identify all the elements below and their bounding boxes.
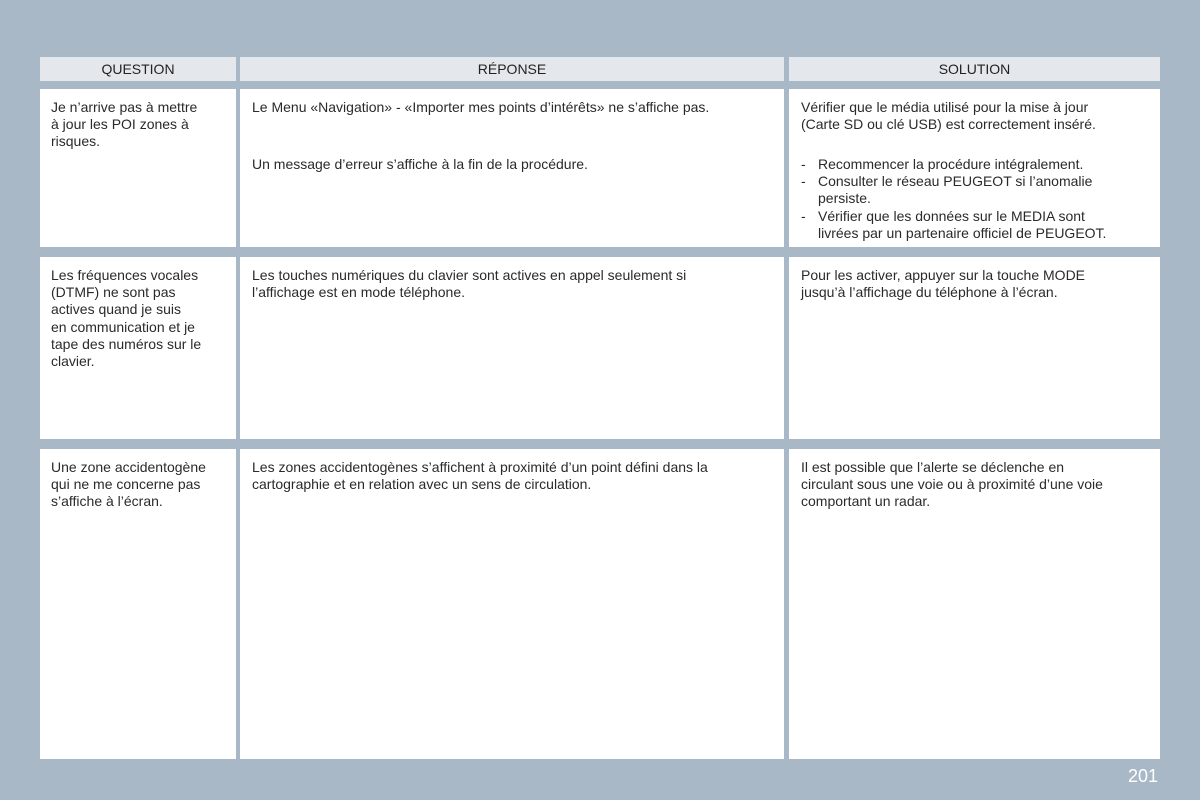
row-3-answer-cell [240, 449, 784, 759]
row-3-question: Une zone accidentogène qui ne me concerne pas s’affiche à l’écran. [51, 459, 206, 510]
row-3-answer-1: Les zones accidentogènes s’affichent à proximité d’un point défini dans la cartographie et en relation avec un sens de circulation. [252, 459, 708, 493]
bullet-text: Recommencer la procédure intégralement. [818, 156, 1084, 172]
row-1-answer-2: Un message d’erreur s’affiche à la fin de la procédure. [252, 156, 588, 172]
bullet-text: Consulter le réseau PEUGEOT si l’anomalie persiste. [818, 173, 1093, 207]
list-item: - Recommencer la procédure intégralement. [801, 156, 1084, 172]
header-question: QUESTION [40, 57, 236, 81]
row-1-question: Je n’arrive pas à mettre à jour les POI zones à risques. [51, 99, 198, 150]
header-solution: SOLUTION [789, 57, 1160, 81]
row-1-solution-list [801, 156, 1106, 242]
list-item: - Vérifier que les données sur le MEDIA sont livrées par un partenaire officiel de PEUGEOT. [801, 207, 1107, 241]
row-2-question: Les fréquences vocales (DTMF) ne sont pas actives quand je suis en communication et je tape des numéros sur le clavier. [51, 267, 202, 370]
row-2-solution-1: Pour les activer, appuyer sur la touche MODE jusqu’à l’affichage du téléphone à l’écran. [801, 267, 1086, 301]
header-answer: RÉPONSE [240, 57, 784, 81]
row-2-answer-1: Les touches numériques du clavier sont actives en appel seulement si l’affichage est en mode téléphone. [252, 267, 687, 301]
page-number: 201 [1127, 766, 1158, 786]
row-1-answer-1: Le Menu «Navigation» - «Importer mes points d’intérêts» ne s’affiche pas. [252, 99, 710, 115]
row-1-solution-1: Vérifier que le média utilisé pour la mise à jour (Carte SD ou clé USB) est correctement inséré. [801, 99, 1096, 133]
row-3-solution-1: Il est possible que l’alerte se déclenche en circulant sous une voie ou à proximité d’une voie comportant un radar. [801, 459, 1103, 510]
bullet-text: Vérifier que les données sur le MEDIA sont livrées par un partenaire officiel de PEUGEOT. [818, 207, 1107, 241]
list-item: - Consulter le réseau PEUGEOT si l’anomalie persiste. [801, 173, 1093, 207]
